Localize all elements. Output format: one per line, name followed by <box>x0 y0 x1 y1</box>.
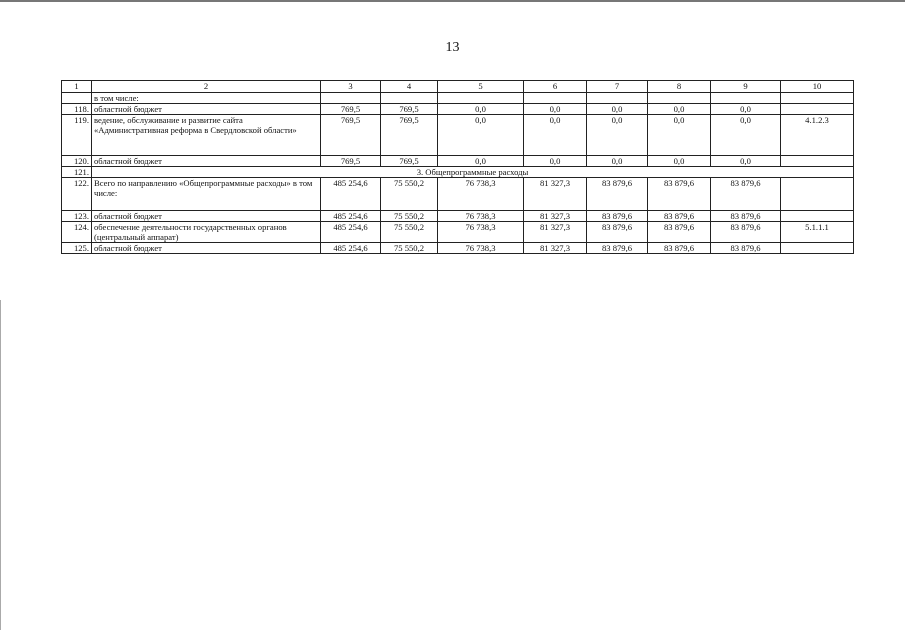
value-cell: 76 738,3 <box>438 222 524 243</box>
row-number-cell <box>62 93 92 104</box>
value-cell: 83 879,6 <box>648 222 711 243</box>
value-cell: 0,0 <box>524 104 587 115</box>
table-row <box>62 211 854 222</box>
row-number-cell: 118. <box>62 104 92 115</box>
value-cell: 0,0 <box>711 156 781 167</box>
table-row <box>62 115 854 156</box>
value-cell: 0,0 <box>711 115 781 156</box>
value-cell: 0,0 <box>438 115 524 156</box>
value-cell <box>711 93 781 104</box>
value-cell: 769,5 <box>381 104 438 115</box>
table-row <box>62 156 854 167</box>
value-cell: 0,0 <box>587 115 648 156</box>
section-title-cell: 3. Общепрограммные расходы <box>92 167 854 178</box>
value-cell: 83 879,6 <box>648 211 711 222</box>
table-row <box>62 104 854 115</box>
row-number-cell: 121. <box>62 167 92 178</box>
value-cell: 81 327,3 <box>524 211 587 222</box>
value-cell <box>381 93 438 104</box>
value-cell: 83 879,6 <box>648 243 711 254</box>
value-cell: 83 879,6 <box>587 222 648 243</box>
target-code-cell: 4.1.2.3 <box>781 115 854 156</box>
header-cell: 8 <box>648 81 711 93</box>
value-cell: 81 327,3 <box>524 222 587 243</box>
value-cell: 0,0 <box>648 104 711 115</box>
value-cell: 0,0 <box>438 156 524 167</box>
header-cell: 4 <box>381 81 438 93</box>
section-row <box>62 167 854 178</box>
value-cell: 0,0 <box>711 104 781 115</box>
item-name-cell: ведение, обслуживание и развитие сайта «Административная реформа в Свердловской области» <box>92 115 321 156</box>
header-cell: 5 <box>438 81 524 93</box>
table-row <box>62 243 854 254</box>
table-row <box>62 178 854 211</box>
value-cell: 75 550,2 <box>381 222 438 243</box>
target-code-cell <box>781 211 854 222</box>
value-cell <box>587 93 648 104</box>
value-cell: 75 550,2 <box>381 243 438 254</box>
value-cell: 0,0 <box>587 104 648 115</box>
value-cell: 83 879,6 <box>587 243 648 254</box>
value-cell: 83 879,6 <box>587 178 648 211</box>
top-border-line <box>0 0 905 2</box>
value-cell: 83 879,6 <box>587 211 648 222</box>
value-cell: 485 254,6 <box>321 243 381 254</box>
row-number-cell: 123. <box>62 211 92 222</box>
item-name-cell: областной бюджет <box>92 211 321 222</box>
value-cell: 83 879,6 <box>711 178 781 211</box>
value-cell: 76 738,3 <box>438 211 524 222</box>
item-name-cell: областной бюджет <box>92 156 321 167</box>
value-cell: 76 738,3 <box>438 243 524 254</box>
target-code-cell <box>781 243 854 254</box>
value-cell: 83 879,6 <box>711 243 781 254</box>
item-name-cell: Всего по направлению «Общепрограммные расходы» в том числе: <box>92 178 321 211</box>
item-name-cell: областной бюджет <box>92 104 321 115</box>
target-code-cell <box>781 156 854 167</box>
value-cell: 83 879,6 <box>711 211 781 222</box>
value-cell: 485 254,6 <box>321 178 381 211</box>
value-cell: 0,0 <box>648 115 711 156</box>
value-cell <box>321 93 381 104</box>
value-cell <box>438 93 524 104</box>
value-cell: 485 254,6 <box>321 222 381 243</box>
target-code-cell <box>781 93 854 104</box>
value-cell <box>524 93 587 104</box>
header-cell: 1 <box>62 81 92 93</box>
header-cell: 10 <box>781 81 854 93</box>
value-cell: 0,0 <box>524 156 587 167</box>
target-code-cell <box>781 178 854 211</box>
value-cell: 769,5 <box>321 104 381 115</box>
row-number-cell: 122. <box>62 178 92 211</box>
row-number-cell: 125. <box>62 243 92 254</box>
item-name-cell: областной бюджет <box>92 243 321 254</box>
table-body <box>62 81 854 254</box>
table-header-row <box>62 81 854 93</box>
value-cell: 75 550,2 <box>381 211 438 222</box>
target-code-cell: 5.1.1.1 <box>781 222 854 243</box>
header-cell: 9 <box>711 81 781 93</box>
value-cell: 0,0 <box>524 115 587 156</box>
value-cell: 76 738,3 <box>438 178 524 211</box>
value-cell: 83 879,6 <box>648 178 711 211</box>
table-row <box>62 222 854 243</box>
value-cell: 81 327,3 <box>524 178 587 211</box>
value-cell: 83 879,6 <box>711 222 781 243</box>
value-cell: 769,5 <box>321 115 381 156</box>
header-cell: 6 <box>524 81 587 93</box>
value-cell: 0,0 <box>587 156 648 167</box>
page-number: 13 <box>445 40 460 55</box>
value-cell: 769,5 <box>321 156 381 167</box>
header-cell: 7 <box>587 81 648 93</box>
left-scan-edge <box>0 300 1 630</box>
budget-table <box>61 80 854 254</box>
item-name-cell: обеспечение деятельности государственных органов (центральный аппарат) <box>92 222 321 243</box>
row-number-cell: 119. <box>62 115 92 156</box>
row-number-cell: 124. <box>62 222 92 243</box>
value-cell: 81 327,3 <box>524 243 587 254</box>
value-cell: 485 254,6 <box>321 211 381 222</box>
value-cell: 769,5 <box>381 156 438 167</box>
table-row <box>62 93 854 104</box>
value-cell <box>648 93 711 104</box>
row-number-cell: 120. <box>62 156 92 167</box>
value-cell: 0,0 <box>648 156 711 167</box>
header-cell: 3 <box>321 81 381 93</box>
item-name-cell: в том числе: <box>92 93 321 104</box>
header-cell: 2 <box>92 81 321 93</box>
value-cell: 0,0 <box>438 104 524 115</box>
target-code-cell <box>781 104 854 115</box>
value-cell: 75 550,2 <box>381 178 438 211</box>
value-cell: 769,5 <box>381 115 438 156</box>
